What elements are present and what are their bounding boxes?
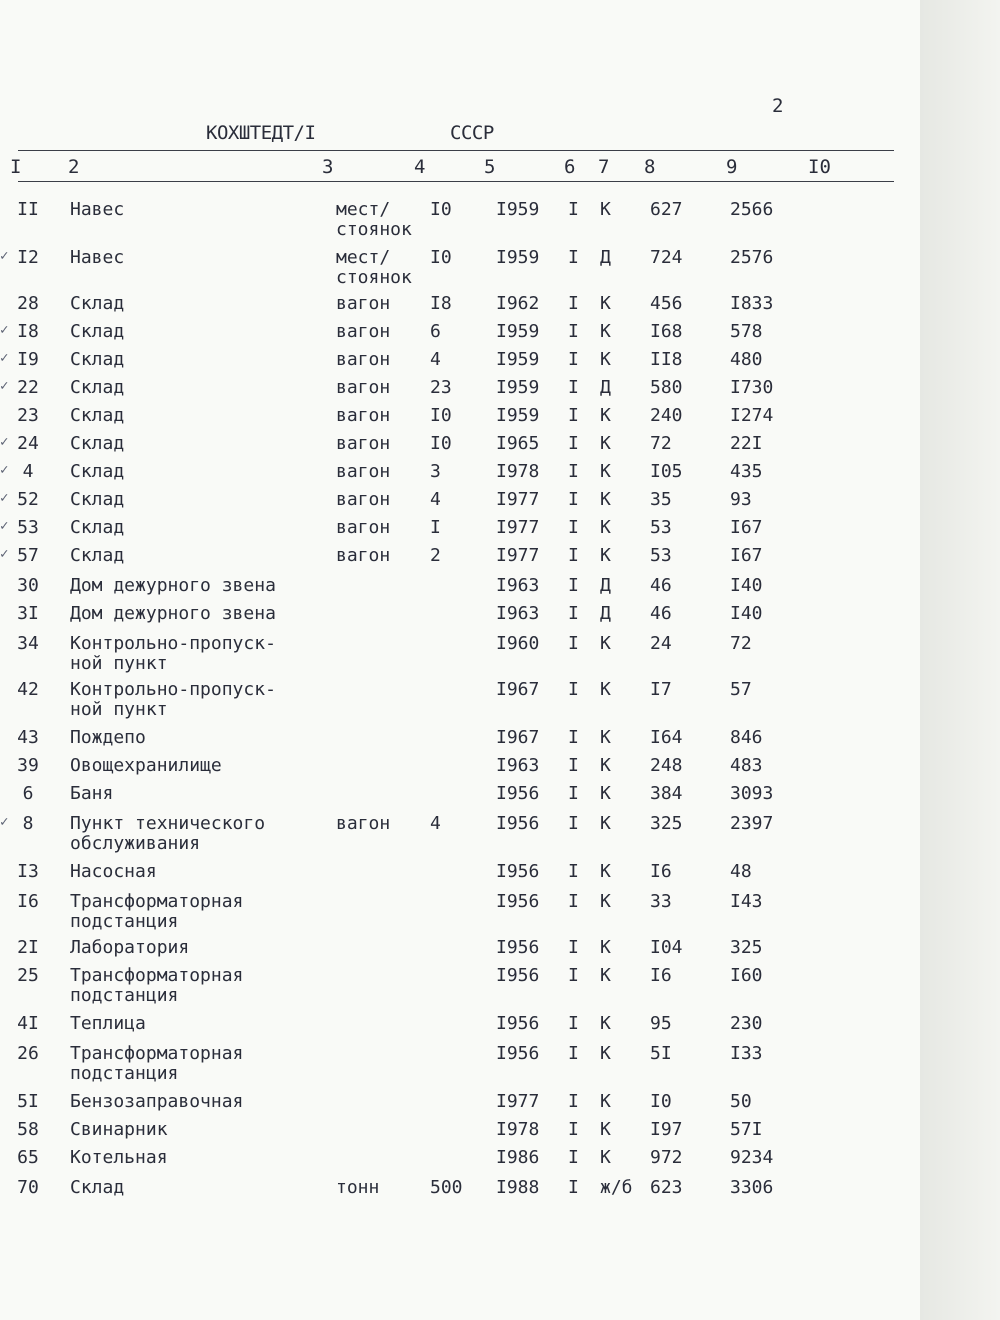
quantity: 2 (430, 545, 441, 566)
check-mark-icon: ✓ (0, 378, 9, 394)
year-built: I956 (496, 783, 540, 804)
object-name: Насосная (70, 861, 157, 882)
column-9-value: 3306 (730, 1177, 774, 1198)
column-8-value: 580 (650, 377, 683, 398)
column-8-value: I05 (650, 461, 683, 482)
column-9-value: 483 (730, 755, 763, 776)
column-6-value: I (568, 1177, 579, 1198)
check-mark-icon: ✓ (0, 322, 9, 338)
unit-of-measure: мест/ стоянок (336, 247, 412, 288)
object-name: Овощехранилище (70, 755, 222, 776)
quantity: 500 (430, 1177, 463, 1198)
quantity: I0 (430, 199, 452, 220)
scan-edge (920, 0, 1000, 1320)
column-8-value: 384 (650, 783, 683, 804)
row-number: 4 (22, 461, 34, 482)
quantity: 4 (430, 489, 441, 510)
row-number: 3I (17, 603, 39, 624)
column-6-value: I (568, 891, 579, 912)
object-name: Бензозаправочная (70, 1091, 244, 1112)
column-8-value: 46 (650, 575, 672, 596)
material-code: К (600, 813, 611, 834)
row-number: 22 (17, 377, 39, 398)
column-number: 8 (644, 156, 656, 178)
year-built: I956 (496, 861, 540, 882)
row-number: 28 (17, 293, 39, 314)
column-8-value: I6 (650, 861, 672, 882)
unit-of-measure: вагон (336, 405, 391, 426)
quantity: I0 (430, 247, 452, 268)
column-8-value: 35 (650, 489, 672, 510)
material-code: К (600, 1119, 611, 1140)
year-built: I956 (496, 1043, 540, 1064)
object-name: Пункт технического обслуживания (70, 813, 266, 854)
country-label: СССР (450, 122, 494, 144)
object-name: Дом дежурного звена (70, 575, 276, 596)
material-code: К (600, 489, 611, 510)
row-number: 2I (17, 937, 39, 958)
column-6-value: I (568, 813, 579, 834)
quantity: I8 (430, 293, 452, 314)
column-8-value: I64 (650, 727, 683, 748)
year-built: I956 (496, 813, 540, 834)
column-8-value: 24 (650, 633, 672, 654)
material-code: К (600, 633, 611, 654)
year-built: I977 (496, 517, 540, 538)
column-8-value: 248 (650, 755, 683, 776)
column-8-value: 95 (650, 1013, 672, 1034)
material-code: Д (600, 575, 611, 596)
column-9-value: 230 (730, 1013, 763, 1034)
column-8-value: 724 (650, 247, 683, 268)
row-number: 70 (17, 1177, 39, 1198)
column-9-value: I274 (730, 405, 774, 426)
year-built: I963 (496, 575, 540, 596)
row-number: II (17, 199, 39, 220)
row-number: 57 (17, 545, 39, 566)
object-name: Склад (70, 461, 125, 482)
row-number: 52 (17, 489, 39, 510)
year-built: I956 (496, 1013, 540, 1034)
quantity: 3 (430, 461, 441, 482)
object-name: Теплица (70, 1013, 146, 1034)
year-built: I977 (496, 489, 540, 510)
year-built: I956 (496, 937, 540, 958)
check-mark-icon: ✓ (0, 546, 9, 562)
row-number: 58 (17, 1119, 39, 1140)
material-code: К (600, 727, 611, 748)
row-number: 53 (17, 517, 39, 538)
object-name: Склад (70, 405, 125, 426)
column-number: 3 (322, 156, 334, 178)
unit-of-measure: вагон (336, 489, 391, 510)
year-built: I959 (496, 377, 540, 398)
column-9-value: I60 (730, 965, 763, 986)
column-9-value: 9234 (730, 1147, 774, 1168)
material-code: К (600, 679, 611, 700)
object-name: Дом дежурного звена (70, 603, 276, 624)
year-built: I988 (496, 1177, 540, 1198)
column-6-value: I (568, 679, 579, 700)
object-name: Свинарник (70, 1119, 168, 1140)
column-8-value: 456 (650, 293, 683, 314)
column-6-value: I (568, 349, 579, 370)
material-code: К (600, 405, 611, 426)
column-8-value: 325 (650, 813, 683, 834)
year-built: I986 (496, 1147, 540, 1168)
column-9-value: 480 (730, 349, 763, 370)
column-number: I (10, 156, 22, 178)
unit-of-measure: вагон (336, 545, 391, 566)
column-6-value: I (568, 377, 579, 398)
column-6-value: I (568, 633, 579, 654)
material-code: К (600, 755, 611, 776)
unit-of-measure: тонн (336, 1177, 380, 1198)
row-number: 39 (17, 755, 39, 776)
column-6-value: I (568, 433, 579, 454)
quantity: I0 (430, 405, 452, 426)
object-name: Навес (70, 247, 125, 268)
column-9-value: I43 (730, 891, 763, 912)
column-number: I0 (808, 156, 831, 178)
column-6-value: I (568, 1043, 579, 1064)
unit-of-measure: вагон (336, 349, 391, 370)
row-number: 43 (17, 727, 39, 748)
column-8-value: I97 (650, 1119, 683, 1140)
column-9-value: 3093 (730, 783, 774, 804)
row-number: I2 (17, 247, 39, 268)
material-code: К (600, 783, 611, 804)
column-8-value: 627 (650, 199, 683, 220)
material-code: К (600, 1013, 611, 1034)
column-6-value: I (568, 937, 579, 958)
column-6-value: I (568, 247, 579, 268)
column-6-value: I (568, 545, 579, 566)
row-number: I6 (17, 891, 39, 912)
year-built: I967 (496, 727, 540, 748)
unit-of-measure: вагон (336, 433, 391, 454)
object-name: Контрольно-пропуск- ной пункт (70, 633, 276, 674)
column-number: 9 (726, 156, 738, 178)
material-code: К (600, 891, 611, 912)
column-8-value: I0 (650, 1091, 672, 1112)
year-built: I965 (496, 433, 540, 454)
year-built: I959 (496, 349, 540, 370)
row-number: 30 (17, 575, 39, 596)
object-name: Навес (70, 199, 125, 220)
column-9-value: I833 (730, 293, 774, 314)
material-code: К (600, 199, 611, 220)
column-9-value: I67 (730, 545, 763, 566)
material-code: К (600, 461, 611, 482)
year-built: I978 (496, 1119, 540, 1140)
check-mark-icon: ✓ (0, 490, 9, 506)
row-number: 6 (22, 783, 34, 804)
row-number: 24 (17, 433, 39, 454)
quantity: I0 (430, 433, 452, 454)
unit-of-measure: вагон (336, 293, 391, 314)
material-code: К (600, 1091, 611, 1112)
row-number: 4I (17, 1013, 39, 1034)
column-number: 7 (598, 156, 610, 178)
column-9-value: 2397 (730, 813, 774, 834)
year-built: I959 (496, 321, 540, 342)
column-8-value: II8 (650, 349, 683, 370)
year-built: I978 (496, 461, 540, 482)
check-mark-icon: ✓ (0, 814, 9, 830)
header-bottom-rule (18, 181, 894, 182)
column-8-value: I04 (650, 937, 683, 958)
object-name: Склад (70, 1177, 125, 1198)
column-6-value: I (568, 199, 579, 220)
column-6-value: I (568, 489, 579, 510)
material-code: К (600, 861, 611, 882)
column-6-value: I (568, 321, 579, 342)
column-number: 5 (484, 156, 496, 178)
material-code: К (600, 433, 611, 454)
material-code: Д (600, 247, 611, 268)
column-9-value: 48 (730, 861, 752, 882)
column-6-value: I (568, 965, 579, 986)
row-number: I8 (17, 321, 39, 342)
column-6-value: I (568, 517, 579, 538)
column-9-value: 50 (730, 1091, 752, 1112)
object-name: Склад (70, 293, 125, 314)
column-8-value: 53 (650, 517, 672, 538)
row-number: 5I (17, 1091, 39, 1112)
material-code: К (600, 937, 611, 958)
material-code: К (600, 545, 611, 566)
column-6-value: I (568, 575, 579, 596)
year-built: I959 (496, 247, 540, 268)
column-8-value: 46 (650, 603, 672, 624)
unit-of-measure: вагон (336, 321, 391, 342)
material-code: К (600, 1043, 611, 1064)
column-8-value: 53 (650, 545, 672, 566)
column-6-value: I (568, 603, 579, 624)
year-built: I960 (496, 633, 540, 654)
column-8-value: 623 (650, 1177, 683, 1198)
material-code: К (600, 1147, 611, 1168)
material-code: К (600, 965, 611, 986)
row-number: 8 (22, 813, 34, 834)
check-mark-icon: ✓ (0, 248, 9, 264)
column-6-value: I (568, 783, 579, 804)
column-6-value: I (568, 1091, 579, 1112)
object-name: Пождепо (70, 727, 146, 748)
document-code: КОХШТЕДТ/I (206, 122, 316, 144)
column-8-value: I6 (650, 965, 672, 986)
year-built: I956 (496, 965, 540, 986)
object-name: Склад (70, 377, 125, 398)
quantity: 23 (430, 377, 452, 398)
year-built: I977 (496, 545, 540, 566)
column-9-value: 22I (730, 433, 763, 454)
column-8-value: 5I (650, 1043, 672, 1064)
column-9-value: 2566 (730, 199, 774, 220)
year-built: I977 (496, 1091, 540, 1112)
year-built: I959 (496, 199, 540, 220)
row-number: 65 (17, 1147, 39, 1168)
page-number: 2 (772, 95, 784, 117)
row-number: 42 (17, 679, 39, 700)
column-number: 2 (68, 156, 80, 178)
column-9-value: I33 (730, 1043, 763, 1064)
object-name: Контрольно-пропуск- ной пункт (70, 679, 276, 720)
row-number: 23 (17, 405, 39, 426)
material-code: К (600, 349, 611, 370)
column-8-value: 72 (650, 433, 672, 454)
object-name: Склад (70, 349, 125, 370)
object-name: Склад (70, 321, 125, 342)
row-number: I3 (17, 861, 39, 882)
check-mark-icon: ✓ (0, 518, 9, 534)
column-8-value: I7 (650, 679, 672, 700)
column-8-value: I68 (650, 321, 683, 342)
year-built: I959 (496, 405, 540, 426)
material-code: К (600, 293, 611, 314)
object-name: Трансформаторная подстанция (70, 891, 244, 932)
check-mark-icon: ✓ (0, 350, 9, 366)
column-9-value: 93 (730, 489, 752, 510)
year-built: I963 (496, 755, 540, 776)
check-mark-icon: ✓ (0, 462, 9, 478)
year-built: I963 (496, 603, 540, 624)
check-mark-icon: ✓ (0, 434, 9, 450)
object-name: Склад (70, 489, 125, 510)
column-6-value: I (568, 1119, 579, 1140)
column-9-value: I67 (730, 517, 763, 538)
table-top-rule (18, 150, 894, 151)
material-code: К (600, 517, 611, 538)
year-built: I956 (496, 891, 540, 912)
unit-of-measure: мест/ стоянок (336, 199, 412, 240)
column-8-value: 972 (650, 1147, 683, 1168)
column-8-value: 33 (650, 891, 672, 912)
object-name: Баня (70, 783, 114, 804)
column-9-value: I40 (730, 603, 763, 624)
material-code: Д (600, 603, 611, 624)
material-code: К (600, 321, 611, 342)
quantity: I (430, 517, 441, 538)
object-name: Склад (70, 517, 125, 538)
column-6-value: I (568, 861, 579, 882)
year-built: I962 (496, 293, 540, 314)
year-built: I967 (496, 679, 540, 700)
column-6-value: I (568, 405, 579, 426)
column-9-value: 72 (730, 633, 752, 654)
unit-of-measure: вагон (336, 517, 391, 538)
column-number: 6 (564, 156, 576, 178)
column-9-value: 578 (730, 321, 763, 342)
column-9-value: I40 (730, 575, 763, 596)
column-number: 4 (414, 156, 426, 178)
row-number: I9 (17, 349, 39, 370)
column-6-value: I (568, 1147, 579, 1168)
column-9-value: 846 (730, 727, 763, 748)
object-name: Трансформаторная подстанция (70, 965, 244, 1006)
column-6-value: I (568, 727, 579, 748)
object-name: Трансформаторная подстанция (70, 1043, 244, 1084)
column-6-value: I (568, 293, 579, 314)
column-9-value: 2576 (730, 247, 774, 268)
object-name: Склад (70, 433, 125, 454)
unit-of-measure: вагон (336, 377, 391, 398)
column-6-value: I (568, 461, 579, 482)
material-code: ж/б (600, 1177, 633, 1198)
row-number: 34 (17, 633, 39, 654)
object-name: Склад (70, 545, 125, 566)
unit-of-measure: вагон (336, 813, 391, 834)
material-code: Д (600, 377, 611, 398)
quantity: 4 (430, 813, 441, 834)
column-9-value: 57I (730, 1119, 763, 1140)
column-9-value: I730 (730, 377, 774, 398)
column-6-value: I (568, 1013, 579, 1034)
row-number: 25 (17, 965, 39, 986)
column-9-value: 325 (730, 937, 763, 958)
quantity: 6 (430, 321, 441, 342)
column-6-value: I (568, 755, 579, 776)
column-8-value: 240 (650, 405, 683, 426)
quantity: 4 (430, 349, 441, 370)
unit-of-measure: вагон (336, 461, 391, 482)
column-9-value: 57 (730, 679, 752, 700)
object-name: Лаборатория (70, 937, 190, 958)
row-number: 26 (17, 1043, 39, 1064)
object-name: Котельная (70, 1147, 168, 1168)
column-9-value: 435 (730, 461, 763, 482)
